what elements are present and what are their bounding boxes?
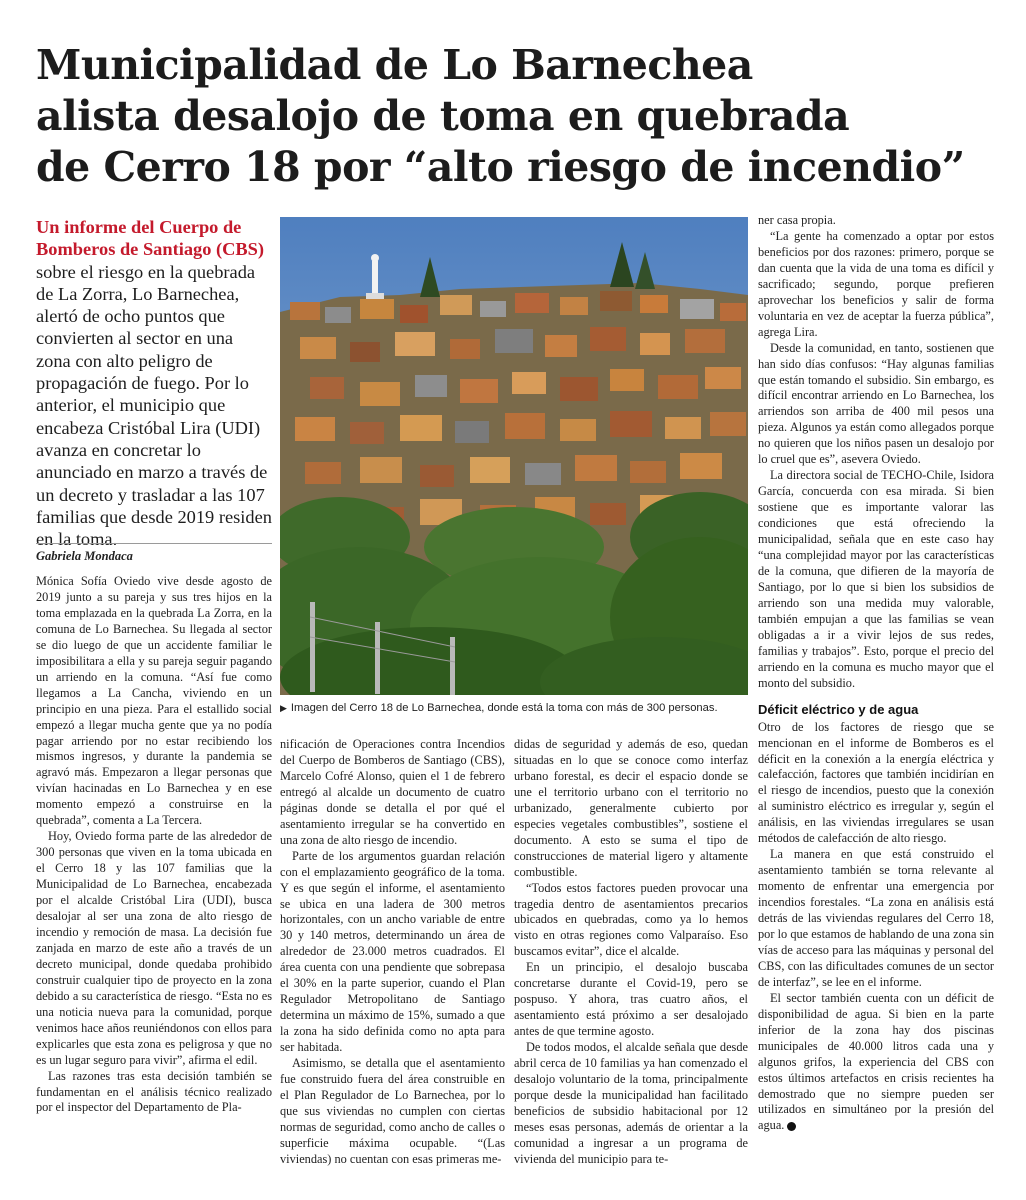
paragraph: ner casa propia. <box>758 213 836 227</box>
paragraph: “La gente ha comenzado a optar por estos beneficios por dos razones: primero, porque se dan cuenta que la vida de una toma es difícil y sacrificado; segundo, porque prefieren aprovechar los beneficios y salir de forma voluntaria en vez de aceptar la fuerza pública”, agrega Lira. <box>758 228 994 339</box>
lede <box>36 216 272 550</box>
lede-highlight: Un informe del Cuerpo de Bomberos de Santiago (CBS) <box>36 217 265 260</box>
paragraph: La directora social de TECHO-Chile, Isidora García, concuerda con esa mirada. Si bien sostiene que es importante valorar las condiciones que está ofreciendo la municipalidad, señala que en este caso hay “una complejidad mayor por las características de la comuna, que difieren de la mayoría de Santiago, por lo que si bien los subsidios de arriendo son una medida muy valorable, también empujan a que las familias se vean obligadas a ir a vivir lejos de sus redes, familias y trabajos”. Esto, porque el precio del arriendo en la comuna es mucho mayor que el monto del subsidio. <box>758 468 994 690</box>
body-column-1 <box>36 574 272 1116</box>
triangle-right-icon: ▶ <box>280 703 287 713</box>
paragraph: Mónica Sofía Oviedo vive desde agosto de 2019 junto a su pareja y sus tres hijos en la toma emplazada en la quebrada La Zorra, en la comuna de Lo Barnechea. Su llegada al sector se dio luego de que un accidente familiar le imposibilitara a ella y su pareja seguir pagando un arriendo en la comuna. “Así fue como llegamos a La Cancha, viviendo en un principio en una pieza. Para el estallido social empezó a llegar mucha gente que ya no podía pagar arriendo por no estar recibiendo los mismos ingresos, y durante la pandemia se agravó más. Empezaron a llegar personas que vivían hacinadas en Lo Barnechea y en ese momento empezó a construirse en la quebrada”, comenta a La Tercera. <box>36 574 272 828</box>
paragraph-text: El sector también cuenta con un déficit de disponibilidad de agua. Si bien en la parte inferior de la zona hay dos piscinas municipales de 40.000 litros cada una y algunos grifos, la experiencia del CBS con estos últimos artefactos en crisis recientes ha demostrado que no siempre pueden ser utilizados en simultáneo por la presión del agua. <box>758 990 994 1133</box>
caption-text: Imagen del Cerro 18 de Lo Barnechea, donde está la toma con más de 300 personas. <box>290 702 718 714</box>
paragraph: Las razones tras esta decisión también se fundamentan en el análisis técnico realizado por el inspector del Departamento de Pla- <box>36 1068 272 1115</box>
filled-circle-end-icon <box>787 1122 796 1131</box>
lede-body: sobre el riesgo en la quebrada de La Zorra, Lo Barnechea, alertó de ocho puntos que convierten al sector en una zona con alto peligro de propagación de fuego. Por lo anterior, el municipio que encabeza Cristóbal Lira (UDI) avanza en concretar lo anunciado en marzo a través de un decreto y trasladar a las 107 familias que desde 2019 residen en la toma. <box>36 261 272 550</box>
photo-caption <box>280 702 748 714</box>
section-heading: Déficit eléctrico y de agua <box>758 701 919 717</box>
byline: Gabriela Mondaca <box>36 549 133 563</box>
paragraph: Parte de los argumentos guardan relación con el emplazamiento geográfico de la toma. Y es que según el informe, el asentamiento se ubica en una ladera de 300 metros horizontales, con un ancho variable de entre 30 y 140 metros, determinando un área de alrededor de 23.000 metros cuadrados. El área cuenta con una pendiente que sobrepasa el 30% en la parte superior, cuando el Plan Regulador Metropolitano de Santiago determina un máximo de 15%, sumado a que la zona ha sido definida como no apta para ser habitada. <box>280 848 505 1055</box>
paragraph: Otro de los factores de riesgo que se mencionan en el informe de Bomberos es el déficit en la conexión a la energía eléctrica y calefacción, factores que también incidirían en el riesgo de incendios, puesto que la conexión al suministro eléctrico es irregular y, según el análisis, en las viviendas irregulares se usan métodos de calefacción de alto riesgo. <box>758 719 994 846</box>
headline-line-1: Municipalidad de Lo Barnechea <box>36 41 753 89</box>
body-column-3 <box>514 737 748 1168</box>
hillside-settlement-photo <box>280 217 748 695</box>
paragraph <box>758 991 994 1135</box>
paragraph: didas de seguridad y además de eso, quedan situadas en lo que se conoce como interfaz urbano forestal, es decir el espacio donde se une el territorio urbano con el territorio no urbanizado, generalmente cubierto por especies vegetales combustibles”, sostiene el documento. A esto se suma el tipo de construcciones de material ligero y altamente combustible. <box>514 737 748 879</box>
paragraph: De todos modos, el alcalde señala que desde abril cerca de 10 familias ya han comenzado el desalojo voluntario de la toma, principalmente porque desde la municipalidad han facilitado beneficios de subsidio habitacional por 12 meses esas personas, además de orientar a la comunidad a ingresar a un programa de vivienda del municipio para te- <box>514 1040 748 1166</box>
paragraph: En un principio, el desalojo buscaba concretarse durante el Covid-19, pero se pospuso. Y ahora, tras cuatro años, el asentamiento está próximo a ser desalojado antes de que termine agosto. <box>514 960 748 1039</box>
headline-line-2: alista desalojo de toma en quebrada <box>36 92 850 140</box>
headline <box>36 40 996 193</box>
byline-divider <box>36 543 272 544</box>
paragraph: Asimismo, se detalla que el asentamiento fue construido fuera del área construible en el Plan Regulador de Lo Barnechea, por lo que sus viviendas no cumplen con ciertas normas de seguridad, como ancho de calles o superficie máxima ocupable. “(Las viviendas) no cuentan con esas primeras me- <box>280 1056 505 1166</box>
paragraph: Desde la comunidad, en tanto, sostienen que han sido días confusos: “Hay algunas familias que están tomando el subsidio. Sin embargo, es difícil encontrar arriendo en Lo Barnechea, los arriendos son arriba de 400 mil pesos una pieza. Algunos ya están como allegados porque no quieren que los niños pasen un desalojo por lo cruel que es”, asevera Oviedo. <box>758 340 994 467</box>
paragraph: “Todos estos factores pueden provocar una tragedia dentro de asentamientos precarios ubicados en quebradas, como ya lo hemos visto en otras regiones como Valparaíso. Eso buscamos evitar”, dice el alcalde. <box>514 880 748 959</box>
paragraph: La manera en que está construido el asentamiento también se torna relevante al momento de enfrentar una emergencia por incendios forestales. “La zona en análisis está detrás de las viviendas regulares del Cerro 18, por lo que estamos de hablando de una zona sin vías de acceso para las máquinas y personal del CBS, con las dificultades comunes de un sector de interfaz”, se lee en el informe. <box>758 847 994 989</box>
paragraph: Hoy, Oviedo forma parte de las alrededor de 300 personas que viven en la toma ubicada en el Cerro 18 y las 107 familias que la Municipalidad de Lo Barnechea, encabezada por el alcalde Cristóbal Lira (UDI), busca desalojar al ser una zona de alto riesgo de incendio y remoción de masa. La decisión fue zanjada en marzo de este año a través de un decreto municipal, donde quedaba prohibido construir cualquier tipo de proyecto en la zona debido a su característica de riesgo. “Esta no es una noticia nueva para la comunidad, porque venimos hace años reuniéndonos con ellos para explicarles que esta zona es peligrosa y que no es un lugar seguro para vivir”, afirma el edil. <box>36 829 272 1067</box>
body-column-4 <box>758 213 994 1134</box>
body-column-2 <box>280 737 505 1168</box>
article-photo <box>280 217 748 695</box>
headline-line-3: de Cerro 18 por “alto riesgo de incendio” <box>36 143 965 191</box>
paragraph: nificación de Operaciones contra Incendios del Cuerpo de Bomberos de Santiago (CBS), Marcelo Cofré Alonso, quien el 1 de febrero entregó al alcalde un documento de cuatro páginas donde se detalla el por qué el asentamiento irregular se ha convertido en una zona de alto riesgo de incendio. <box>280 737 505 847</box>
